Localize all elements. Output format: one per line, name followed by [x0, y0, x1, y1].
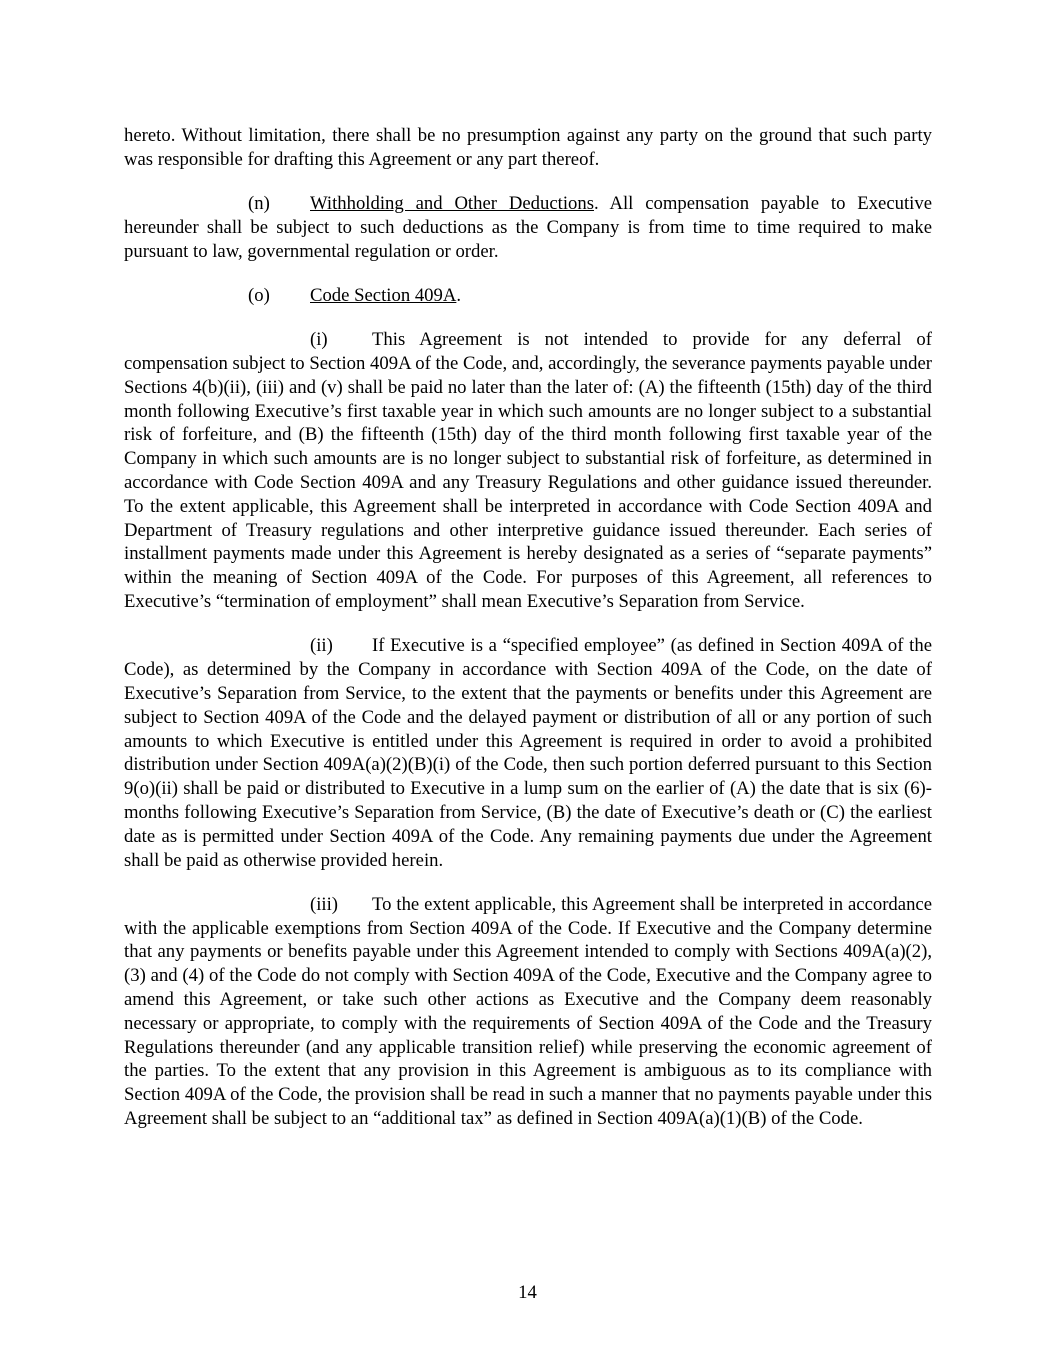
section-n-heading: Withholding and Other Deductions — [310, 193, 594, 215]
document-body — [124, 124, 932, 1131]
section-o-marker: (o) — [248, 284, 270, 306]
page-number: 14 — [518, 1282, 537, 1303]
section-o-heading: Code Section 409A — [310, 284, 457, 306]
section-n-paragraph — [124, 192, 932, 263]
continuation-paragraph: hereto. Without limitation, there shall be no presumption against any party on the ground that such party was responsible for drafting this Agreement or any part thereof. — [124, 125, 932, 170]
section-o-ii-marker: (ii) — [310, 635, 333, 657]
section-n-heading-punct: . — [593, 193, 599, 215]
section-n-text: All compensation payable to Executive hereunder shall be subject to such deductions as the Company is from time to time required to make pursuant to law, governmental regulation or order. — [124, 193, 932, 262]
section-o-i-marker: (i) — [310, 329, 328, 351]
section-o-iii-text: To the extent applicable, this Agreement shall be interpreted in accordance with the applicable exemptions from Section 409A of the Code. If Executive and the Company determine that any payments or benefits payable under this Agreement intended to comply with Sections 409A(a)(2), (3) and (4) of the Code do not comply with Section 409A of the Code, Executive and the Company agree to amend this Agreement, or take such other actions as Executive and the Company deem reasonably necessary or appropriate, to comply with the requirements of Section 409A of the Code and the Treasury Regulations thereunder (and any applicable transition relief) while preserving the economic agreement of the parties. To the extent that any provision in this Agreement is ambiguous as to its compliance with Section 409A of the Code, the provision shall be read in such a manner that no payments payable under this Agreement shall be subject to an “additional tax” as defined in Section 409A(a)(1)(B) of the Code. — [124, 893, 932, 1129]
section-o-i-paragraph — [124, 328, 932, 614]
section-o-ii-paragraph — [124, 634, 932, 872]
section-o-heading-punct: . — [456, 284, 462, 306]
section-o-ii-text: If Executive is a “specified employee” (as defined in Section 409A of the Code), as determined by the Company in accordance with Section 409A of the Code, on the date of Executive’s Separation from Service, to the extent that the payments or benefits under this Agreement are subject to Section 409A of the Code and the delayed payment or distribution of all or any portion of such amounts to which Executive is entitled under this Agreement is required in order to avoid a prohibited distribution under Section 409A(a)(2)(B)(i) of the Code, then such portion deferred pursuant to this Section 9(o)(ii) shall be paid or distributed to Executive in a lump sum on the earlier of (A) the date that is six (6)-months following Executive’s Separation from Service, (B) the date of Executive’s death or (C) the earliest date as is permitted under Section 409A of the Code. Any remaining payments due under the Agreement shall be paid as otherwise provided herein. — [124, 635, 932, 871]
section-n-marker: (n) — [248, 193, 270, 215]
section-o-iii-marker: (iii) — [310, 893, 339, 915]
section-o-heading-paragraph — [124, 284, 932, 308]
section-o-i-text: This Agreement is not intended to provide for any deferral of compensation subject to Section 409A of the Code, and, accordingly, the severance payments payable under Sections 4(b)(ii), (iii) and (v) shall be paid no later than the later of: (A) the fifteenth (15th) day of the third month following Executive’s first taxable year in which such amounts are no longer subject to a substantial risk of forfeiture, and (B) the fifteenth (15th) day of the third month following first taxable year of the Company in which such amounts are is no longer subject to substantial risk of forfeiture, as determined in accordance with Code Section 409A and any Treasury Regulations and other guidance issued thereunder. To the extent applicable, this Agreement shall be interpreted in accordance with Code Section 409A and Department of Treasury regulations and other interpretive guidance issued thereunder. Each series of installment payments made under this Agreement is hereby designated as a series of “separate payments” within the meaning of Section 409A of the Code. For purposes of this Agreement, all references to Executive’s “termination of employment” shall mean Executive’s Separation from Service. — [124, 329, 932, 613]
section-o-iii-paragraph — [124, 893, 932, 1131]
